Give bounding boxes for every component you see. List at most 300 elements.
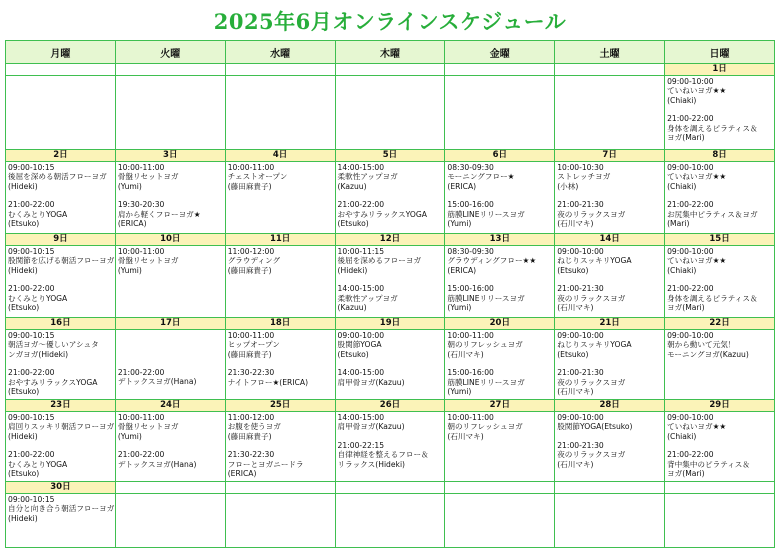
class-time: 10:00-11:00 [227, 163, 275, 172]
events-row [6, 76, 775, 150]
day-cell [555, 494, 665, 548]
class-time: 09:00-10:00 [667, 163, 714, 172]
date-cell: 20日 [445, 318, 555, 330]
class-instructor: (石川マキ) [447, 431, 484, 441]
weekday-thu: 木曜 [335, 41, 445, 64]
class-instructor: ヨガ(Mari) [667, 303, 705, 313]
date-cell [555, 482, 665, 494]
class-instructor: (Yumi) [447, 303, 472, 313]
date-cell: 25日 [225, 400, 335, 412]
day-cell [665, 162, 775, 234]
day-cell [225, 330, 335, 400]
day-cell [225, 412, 335, 482]
weekday-header-row [6, 41, 775, 64]
class-time: 14:00-15:00 [337, 284, 385, 294]
class-entry [557, 368, 664, 396]
class-entry [338, 331, 445, 359]
class-instructor: (Yumi) [117, 431, 142, 441]
date-cell [445, 64, 555, 76]
class-instructor: (石川マキ) [447, 349, 484, 359]
class-name: グラウディングフロー★★ [447, 256, 537, 266]
class-instructor: (Chiaki) [667, 181, 697, 191]
weekday-sat: 土曜 [555, 41, 665, 64]
day-cell [115, 494, 225, 548]
day-cell [115, 76, 225, 150]
class-name: 骨盤リセットヨガ [117, 256, 179, 266]
date-cell: 14日 [555, 234, 665, 246]
class-time: 21:00-22:00 [117, 368, 165, 377]
class-entry [338, 200, 445, 228]
class-name: 自分と向き合う朝活フローヨガ [8, 504, 115, 514]
class-time: 10:00-11:00 [117, 163, 165, 172]
events-row [6, 412, 775, 482]
day-cell [6, 330, 116, 400]
date-cell: 24日 [115, 400, 225, 412]
date-cell [115, 64, 225, 76]
date-cell: 22日 [665, 318, 775, 330]
day-cell [665, 494, 775, 548]
class-instructor: (Yumi) [117, 181, 142, 191]
class-time: 10:00-10:30 [557, 163, 604, 172]
date-row [6, 150, 775, 162]
day-cell [555, 76, 665, 150]
class-entry [447, 284, 554, 312]
class-instructor: (Mari) [667, 219, 690, 229]
class-time: 09:00-10:00 [557, 247, 604, 256]
class-entry [667, 247, 774, 275]
class-time: 10:00-11:00 [447, 331, 494, 340]
class-instructor: (石川マキ) [557, 459, 594, 469]
date-row [6, 482, 775, 494]
weekday-sun: 日曜 [665, 41, 775, 64]
class-time: 21:00-22:00 [117, 450, 165, 460]
day-cell [555, 162, 665, 234]
class-name: 筋膜LINEリリースヨガ [447, 209, 525, 219]
date-cell: 18日 [225, 318, 335, 330]
class-entry [447, 163, 554, 191]
day-cell [335, 246, 445, 318]
class-instructor: (Yumi) [117, 265, 142, 275]
class-entry [8, 200, 115, 228]
class-time: 09:00-10:15 [8, 495, 55, 504]
class-name: 朝のリフレッシュヨガ [447, 340, 523, 350]
class-time: 14:00-15:00 [337, 413, 385, 422]
day-cell [6, 76, 116, 150]
class-name: おやすみリラックスYOGA [337, 209, 427, 219]
class-name: 朝から動いて元気！ [667, 340, 736, 350]
date-cell [665, 482, 775, 494]
class-entry [557, 163, 664, 191]
day-cell [335, 412, 445, 482]
date-cell: 12日 [335, 234, 445, 246]
class-time: 21:00-22:00 [8, 450, 55, 460]
class-instructor: (ERICA) [227, 469, 257, 479]
class-time: 09:00-10:15 [8, 413, 55, 422]
class-time: 08:30-09:30 [447, 247, 494, 256]
class-name: 股関節を広げる朝活フローヨガ [8, 256, 115, 266]
class-entry [338, 368, 445, 387]
class-time: 21:00-22:00 [8, 284, 55, 294]
class-time: 10:00-11:00 [447, 413, 494, 422]
date-cell: 28日 [555, 400, 665, 412]
class-instructor: (Yumi) [447, 387, 472, 397]
date-cell: 8日 [665, 150, 775, 162]
class-instructor: ンガヨガ(Hideki) [8, 349, 69, 359]
date-cell: 17日 [115, 318, 225, 330]
class-time: 09:00-10:00 [667, 413, 714, 422]
class-entry [557, 331, 664, 359]
class-time: 11:00-12:00 [227, 413, 275, 422]
date-cell: 19日 [335, 318, 445, 330]
class-time: 09:00-10:00 [667, 331, 714, 340]
events-row [6, 330, 775, 400]
class-entry [557, 284, 664, 312]
class-instructor: (Chiaki) [667, 95, 697, 105]
day-cell [665, 330, 775, 400]
class-entry [8, 284, 115, 312]
class-instructor: (Yumi) [447, 219, 472, 229]
day-cell [6, 246, 116, 318]
date-cell: 27日 [445, 400, 555, 412]
class-name: 自律神経を整えるフロー＆ [337, 450, 429, 460]
class-instructor: (Chiaki) [667, 431, 697, 441]
class-time: 21:00-21:30 [557, 440, 604, 450]
class-entry [338, 441, 445, 469]
class-entry [557, 413, 664, 432]
class-name: 柔軟性アップヨガ [337, 172, 398, 182]
day-cell [225, 494, 335, 548]
class-time: 21:00-22:00 [337, 200, 385, 210]
date-cell: 21日 [555, 318, 665, 330]
events-row [6, 494, 775, 548]
class-name: 背中集中のピラティス＆ [667, 459, 750, 469]
class-name: むくみとりYOGA [8, 459, 68, 469]
class-name: 後屈を深めるフローヨガ [337, 256, 422, 266]
class-instructor: (Hideki) [8, 181, 38, 191]
class-instructor: (Etsuko) [337, 349, 369, 359]
class-instructor: (ERICA) [447, 181, 477, 191]
class-name: 身体を調えるピラティス＆ [667, 293, 758, 303]
class-time: 09:00-10:00 [557, 413, 604, 422]
class-entry [228, 331, 335, 359]
date-cell [225, 482, 335, 494]
class-entry [228, 163, 335, 191]
class-time: 09:00-10:00 [557, 331, 604, 340]
date-cell: 9日 [6, 234, 116, 246]
day-cell [665, 76, 775, 150]
date-cell: 16日 [6, 318, 116, 330]
date-cell: 3日 [115, 150, 225, 162]
class-instructor: (Kazuu) [337, 303, 367, 313]
class-time: 21:00-22:00 [667, 284, 714, 294]
class-entry [667, 163, 774, 191]
class-entry [667, 450, 774, 478]
date-cell: 11日 [225, 234, 335, 246]
date-cell [6, 64, 116, 76]
class-instructor: (Etsuko) [557, 265, 589, 275]
class-name: ねじりスッキリYOGA [557, 256, 632, 266]
class-name: デトックスヨガ(Hana) [117, 459, 197, 469]
class-entry [447, 413, 554, 441]
class-time: 10:00-11:00 [117, 247, 165, 256]
class-instructor: ヨガ(Mari) [667, 469, 705, 479]
class-name: むくみとりYOGA [8, 209, 68, 219]
date-cell: 7日 [555, 150, 665, 162]
class-entry [447, 247, 554, 275]
class-name: むくみとりYOGA [8, 293, 68, 303]
class-name: 朝のリフレッシュヨガ [447, 422, 523, 432]
class-entry [447, 368, 554, 396]
class-instructor: (藤田麻貴子) [227, 349, 272, 359]
class-name: ていねいヨガ★★ [667, 86, 727, 96]
class-instructor: (石川マキ) [557, 219, 594, 229]
class-name: 骨盤リセットヨガ [117, 422, 179, 432]
class-instructor: (Hideki) [8, 431, 38, 441]
class-entry [338, 284, 445, 312]
class-instructor: (Etsuko) [8, 469, 40, 479]
class-entry [8, 450, 115, 478]
weekday-tue: 火曜 [115, 41, 225, 64]
day-cell [335, 76, 445, 150]
class-entry [118, 413, 225, 441]
class-entry [557, 441, 664, 469]
date-cell: 5日 [335, 150, 445, 162]
class-instructor: (藤田麻貴子) [227, 265, 272, 275]
class-name: おやすみリラックスYOGA [8, 377, 98, 387]
class-time: 08:30-09:30 [447, 163, 494, 172]
date-cell: 6日 [445, 150, 555, 162]
day-cell [6, 162, 116, 234]
class-name: 後屈を深める朝活フローヨガ [8, 172, 107, 182]
date-row [6, 64, 775, 76]
class-instructor: ヨガ(Mari) [667, 133, 705, 143]
class-name: 筋膜LINEリリースヨガ [447, 293, 525, 303]
class-instructor: (藤田麻貴子) [227, 431, 272, 441]
class-name: 身体を調えるピラティス＆ [667, 123, 758, 133]
page-title: 2025年6月オンラインスケジュール [213, 9, 567, 34]
class-name: 夜のリラックスヨガ [557, 209, 626, 219]
day-cell [115, 412, 225, 482]
class-name: ストレッチヨガ [557, 172, 611, 182]
class-entry [228, 368, 335, 387]
class-instructor: (小林) [557, 181, 579, 191]
class-entry [118, 450, 225, 469]
class-entry [8, 247, 115, 275]
day-cell [115, 330, 225, 400]
class-time: 09:00-10:15 [8, 163, 55, 172]
day-cell [6, 494, 116, 548]
class-name: 肩甲骨ヨガ(Kazuu) [337, 422, 405, 432]
class-time: 21:00-22:00 [667, 200, 714, 210]
class-time: 09:00-10:15 [8, 331, 55, 340]
class-instructor: (Chiaki) [667, 265, 697, 275]
class-instructor: リラックス(Hideki) [337, 459, 406, 469]
date-cell [115, 482, 225, 494]
class-name: 股関節YOGA [337, 340, 382, 350]
class-instructor: (石川マキ) [557, 387, 594, 397]
day-cell [225, 162, 335, 234]
class-instructor: (Hideki) [8, 265, 38, 275]
day-cell [225, 76, 335, 150]
class-entry [447, 200, 554, 228]
class-time: 21:00-22:00 [667, 450, 714, 460]
class-name: 夜のリラックスヨガ [557, 450, 626, 460]
class-instructor: (Etsuko) [8, 387, 40, 397]
class-time: 15:00-16:00 [447, 368, 494, 378]
class-entry [338, 413, 445, 432]
date-row [6, 400, 775, 412]
class-instructor: (ERICA) [117, 219, 147, 229]
class-time: 21:00-22:00 [8, 200, 55, 210]
class-name: 肩甲骨ヨガ(Kazuu) [337, 377, 405, 387]
calendar-weeks [6, 64, 775, 548]
class-time: 14:00-15:00 [337, 368, 385, 378]
class-time: 19:30-20:30 [117, 200, 165, 210]
day-cell [445, 330, 555, 400]
date-row [6, 234, 775, 246]
class-entry [8, 331, 115, 359]
day-cell [555, 412, 665, 482]
class-instructor: (Etsuko) [337, 219, 369, 229]
day-cell [115, 246, 225, 318]
class-entry [8, 495, 115, 523]
class-name: お腹を使うヨガ [227, 422, 281, 432]
date-cell: 4日 [225, 150, 335, 162]
class-time: 15:00-16:00 [447, 284, 494, 294]
class-instructor: (藤田麻貴子) [227, 181, 272, 191]
class-name: ていねいヨガ★★ [667, 256, 727, 266]
day-cell [445, 494, 555, 548]
class-name: ていねいヨガ★★ [667, 172, 727, 182]
date-cell: 2日 [6, 150, 116, 162]
class-name: お尻集中ピラティス＆ヨガ [667, 209, 758, 219]
class-entry [118, 368, 225, 387]
class-time: 21:30-22:30 [227, 368, 275, 378]
events-row [6, 162, 775, 234]
class-name: デトックスヨガ(Hana) [117, 377, 197, 387]
class-instructor: (Etsuko) [8, 219, 40, 229]
date-cell: 1日 [665, 64, 775, 76]
class-time: 21:00-21:30 [557, 284, 604, 294]
weekday-mon: 月曜 [6, 41, 116, 64]
class-entry [338, 163, 445, 191]
class-name: 柔軟性アップヨガ [337, 293, 398, 303]
day-cell [445, 76, 555, 150]
class-entry [667, 413, 774, 441]
class-instructor: (Etsuko) [557, 349, 589, 359]
class-instructor: モーニングヨガ(Kazuu) [667, 349, 749, 359]
day-cell [335, 330, 445, 400]
class-name: 骨盤リセットヨガ [117, 172, 179, 182]
class-entry [8, 163, 115, 191]
class-entry [228, 247, 335, 275]
day-cell [665, 246, 775, 318]
class-time: 09:00-10:00 [337, 331, 385, 340]
date-cell: 26日 [335, 400, 445, 412]
class-time: 21:00-21:30 [557, 368, 604, 378]
class-name: モーニングフロー★ [447, 172, 515, 182]
class-entry [667, 114, 774, 142]
class-entry [667, 200, 774, 228]
class-time: 10:00-11:00 [227, 331, 275, 340]
class-name: チェストオープン [227, 172, 288, 182]
class-entry [557, 200, 664, 228]
date-cell [335, 64, 445, 76]
date-cell: 13日 [445, 234, 555, 246]
class-name: 夜のリラックスヨガ [557, 293, 626, 303]
date-row [6, 318, 775, 330]
date-cell: 29日 [665, 400, 775, 412]
day-cell [6, 412, 116, 482]
day-cell [115, 162, 225, 234]
class-time: 21:00-22:15 [337, 440, 385, 450]
class-entry [557, 247, 664, 275]
class-time: 11:00-12:00 [227, 247, 275, 256]
date-cell: 23日 [6, 400, 116, 412]
class-time: 21:30-22:30 [227, 450, 275, 460]
class-time: 10:00-11:00 [117, 413, 165, 422]
class-instructor: (石川マキ) [557, 303, 594, 313]
class-time: 09:00-10:00 [667, 247, 714, 256]
class-entry [118, 163, 225, 191]
class-name: 肩から軽くフローヨガ★ [117, 209, 201, 219]
class-time: 09:00-10:15 [8, 247, 55, 256]
day-cell [665, 412, 775, 482]
date-cell [225, 64, 335, 76]
day-cell [225, 246, 335, 318]
day-cell [445, 162, 555, 234]
day-cell [445, 246, 555, 318]
class-entry [667, 331, 774, 359]
class-name: 股関節YOGA(Etsuko) [557, 422, 633, 432]
class-name: ていねいヨガ★★ [667, 422, 727, 432]
class-entry [8, 368, 115, 396]
class-entry [228, 413, 335, 441]
date-cell: 30日 [6, 482, 116, 494]
events-row [6, 246, 775, 318]
class-time: 21:00-22:00 [8, 368, 55, 378]
class-entry [667, 77, 774, 105]
day-cell [555, 246, 665, 318]
day-cell [335, 494, 445, 548]
class-entry [667, 284, 774, 312]
class-instructor: (ERICA) [447, 265, 477, 275]
day-cell [445, 412, 555, 482]
class-time: 15:00-16:00 [447, 200, 494, 210]
day-cell [335, 162, 445, 234]
date-cell [555, 64, 665, 76]
class-name: 肩回りスッキリ朝活フローヨガ [8, 422, 115, 432]
class-entry [8, 413, 115, 441]
class-time: 21:00-22:00 [667, 114, 714, 124]
date-cell: 10日 [115, 234, 225, 246]
class-entry [338, 247, 445, 275]
class-instructor: (Kazuu) [337, 181, 367, 191]
class-entry [118, 200, 225, 228]
class-name: ヒップオープン [227, 340, 280, 350]
date-cell [445, 482, 555, 494]
weekday-wed: 水曜 [225, 41, 335, 64]
class-name: グラウディング [227, 256, 281, 266]
class-entry [228, 450, 335, 478]
class-name: 朝活ヨガ～優しいアシュタ [8, 340, 99, 350]
class-name: フローとヨガニードラ [227, 459, 304, 469]
day-cell [555, 330, 665, 400]
class-name: 筋膜LINEリリースヨガ [447, 377, 525, 387]
class-entry [118, 247, 225, 275]
class-instructor: (Hideki) [337, 265, 368, 275]
date-cell [335, 482, 445, 494]
